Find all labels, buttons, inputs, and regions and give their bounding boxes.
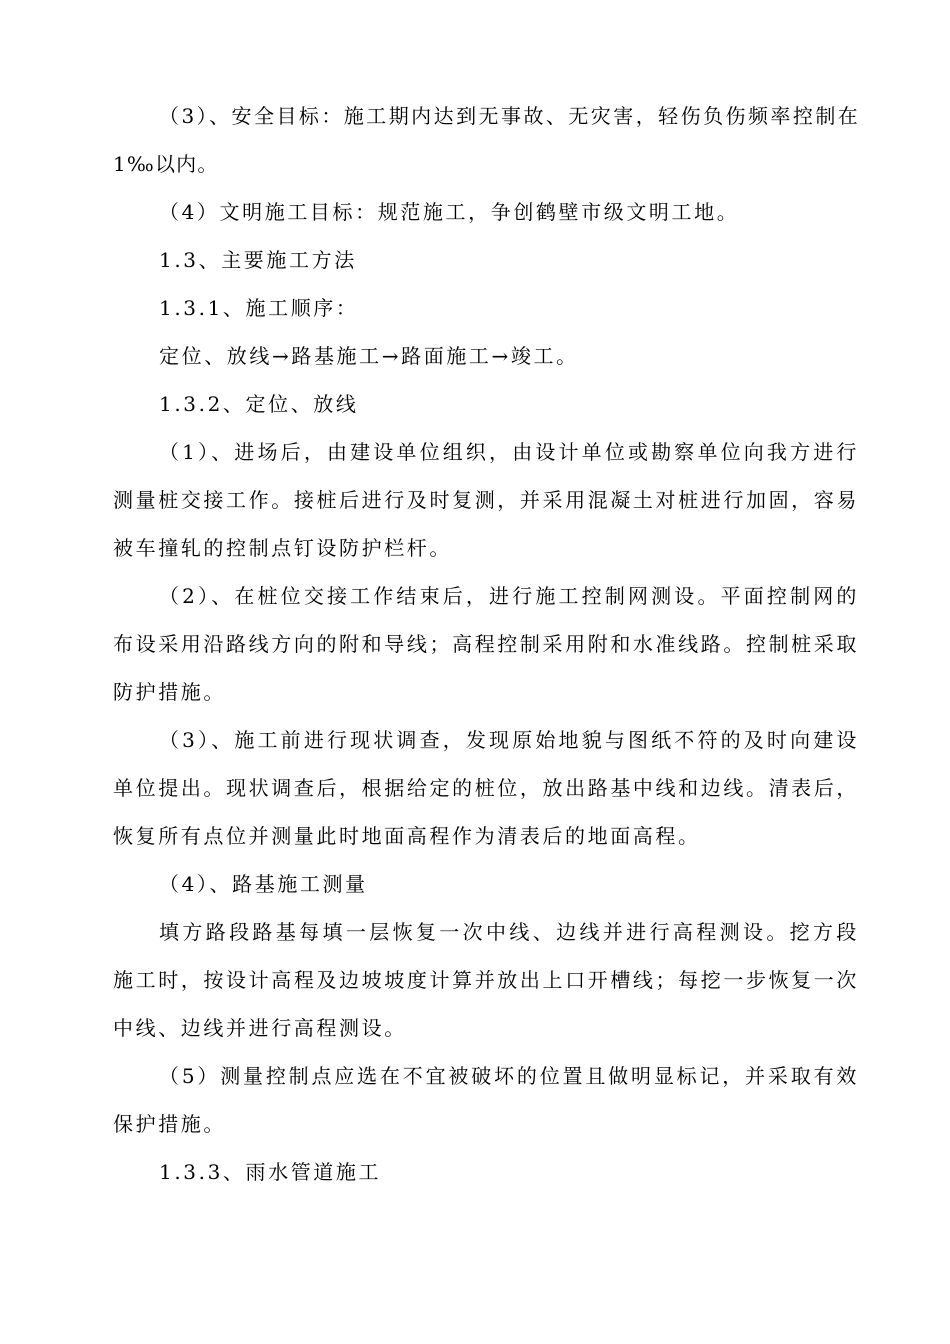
paragraph-sequence: 定位、放线→路基施工→路面施工→竣工。 xyxy=(159,344,579,368)
paragraph-positioning-3: （3）、施工前进行现状调查，发现原始地貌与图纸不符的及时向建设单位提出。现状调查后，根据给定的桩位，放出路基中线和边线。清表后，恢复所有点位并测量此时地面高程作为清表后的地面高程。 xyxy=(113,728,859,848)
paragraph-safety-goal: （3）、安全目标：施工期内达到无事故、无灾害，轻伤负伤频率控制在1‰以内。 xyxy=(113,104,859,176)
paragraph-subgrade-survey-title: （4）、路基施工测量 xyxy=(159,872,368,896)
section-heading-rainwater-pipe: 1.3.3、雨水管道施工 xyxy=(159,1160,382,1184)
paragraph-control-points: （5）测量控制点应选在不宜被破坏的位置且做明显标记，并采取有效保护措施。 xyxy=(113,1064,859,1136)
section-heading-construction-sequence: 1.3.1、施工顺序： xyxy=(159,296,359,320)
paragraph-civilized-construction-goal: （4）文明施工目标：规范施工，争创鹤壁市级文明工地。 xyxy=(159,200,740,224)
document-body xyxy=(113,92,859,1196)
section-heading-main-methods: 1.3、主要施工方法 xyxy=(159,248,357,272)
section-heading-positioning: 1.3.2、定位、放线 xyxy=(159,392,359,416)
paragraph-subgrade-survey: 填方路段路基每填一层恢复一次中线、边线并进行高程测设。挖方段施工时，按设计高程及边坡坡度计算并放出上口开槽线；每挖一步恢复一次中线、边线并进行高程测设。 xyxy=(113,920,859,1040)
paragraph-positioning-2: （2）、在桩位交接工作结束后，进行施工控制网测设。平面控制网的布设采用沿路线方向的附和导线；高程控制采用附和水准线路。控制桩采取防护措施。 xyxy=(113,584,859,704)
paragraph-positioning-1: （1）、进场后，由建设单位组织，由设计单位或勘察单位向我方进行测量桩交接工作。接桩后进行及时复测，并采用混凝土对桩进行加固，容易被车撞轧的控制点钉设防护栏杆。 xyxy=(113,440,859,560)
